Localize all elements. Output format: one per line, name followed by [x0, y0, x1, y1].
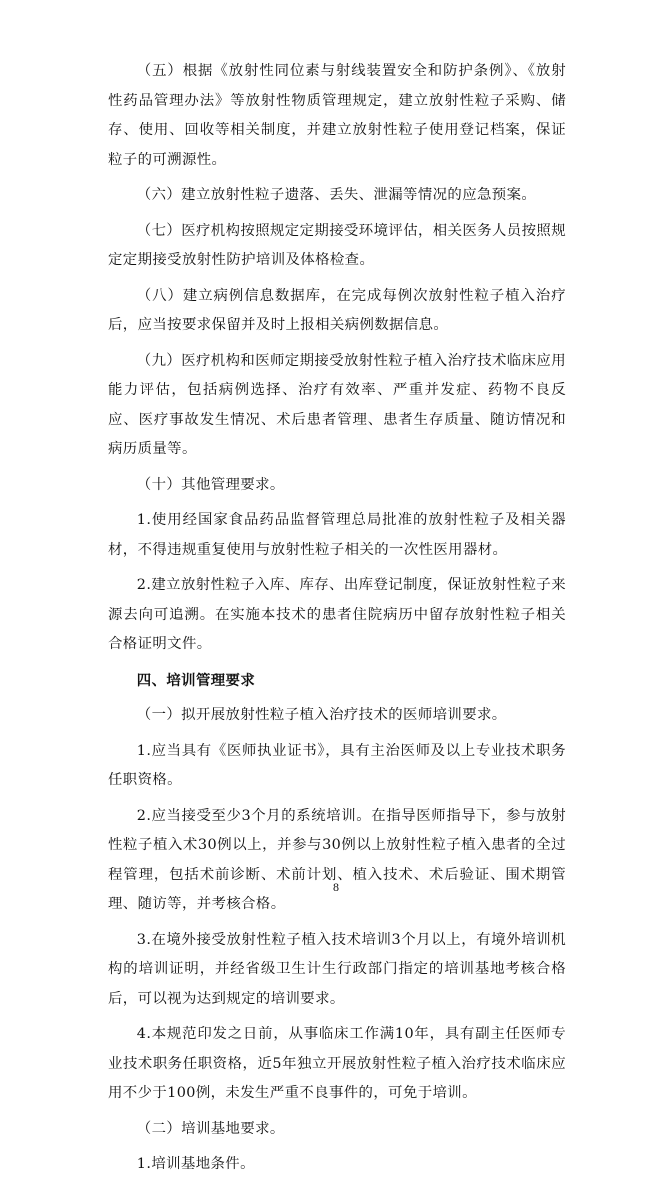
- document-body: [108, 57, 566, 1186]
- paragraph-training-base-conditions: 1.培训基地条件。: [136, 1156, 255, 1172]
- paragraph-training-base-requirements: （二）培训基地要求。: [136, 1120, 285, 1137]
- paragraph-item-10-other-requirements: （十）其他管理要求。: [136, 476, 285, 493]
- paragraph-training-2-systematic-training: 2.应当接受至少3个月的系统培训。在指导医师指导下，参与放射性粒子植入术30例以上，并参与30例以上放射性粒子植入患者的全过程管理，包括术前诊断、术前计划、植入技术、术后验证、围术期管理、随访等，并考核合格。: [108, 807, 566, 912]
- page-number: 8: [333, 880, 339, 894]
- paragraph-item-9-capability-assessment: （九）医疗机构和医师定期接受放射性粒子植入治疗技术临床应用能力评估，包括病例选择、治疗有效率、严重并发症、药物不良反应、医疗事故发生情况、术后患者管理、患者生存质量、随访情况和病历质量等。: [108, 352, 566, 457]
- paragraph-training-3-overseas-training: 3.在境外接受放射性粒子植入技术培训3个月以上，有境外培训机构的培训证明，并经省级卫生计生行政部门指定的培训基地考核合格后，可以视为达到规定的培训要求。: [108, 931, 566, 1007]
- paragraph-item-5-regulations: （五）根据《放射性同位素与射线装置安全和防护条例》、《放射性药品管理办法》等放射性物质管理规定，建立放射性粒子采购、储存、使用、回收等相关制度，并建立放射性粒子使用登记档案，保证粒子的可溯源性。: [108, 63, 566, 168]
- paragraph-training-4-exemption: 4.本规范印发之日前，从事临床工作满10年，具有副主任医师专业技术职务任职资格，近5年独立开展放射性粒子植入治疗技术临床应用不少于100例，未发生严重不良事件的，可免于培训。: [108, 1026, 566, 1101]
- paragraph-training-physician-requirements: （一）拟开展放射性粒子植入治疗技术的医师培训要求。: [136, 707, 507, 723]
- paragraph-subitem-2-inventory-registration: 2.建立放射性粒子入库、库存、出库登记制度，保证放射性粒子来源去向可追溯。在实施本技术的患者住院病历中留存放射性粒子相关合格证明文件。: [108, 577, 566, 652]
- paragraph-item-7-environment-assessment: （七）医疗机构按照规定定期接受环境评估，相关医务人员按照规定定期接受放射性防护培训及体格检查。: [108, 222, 566, 268]
- paragraph-item-8-case-database: （八）建立病例信息数据库，在完成每例次放射性粒子植入治疗后，应当按要求保留并及时上报相关病例数据信息。: [108, 287, 566, 333]
- paragraph-training-1-certificate: 1.应当具有《医师执业证书》，具有主治医师及以上专业技术职务任职资格。: [108, 742, 566, 788]
- paragraph-subitem-1-approved-devices: 1.使用经国家食品药品监督管理总局批准的放射性粒子及相关器材，不得违规重复使用与放射性粒子相关的一次性医用器材。: [108, 512, 566, 558]
- paragraph-item-6-emergency-plan: （六）建立放射性粒子遗落、丢失、泄漏等情况的应急预案。: [136, 187, 537, 203]
- section-heading-training: 四、培训管理要求: [136, 671, 256, 689]
